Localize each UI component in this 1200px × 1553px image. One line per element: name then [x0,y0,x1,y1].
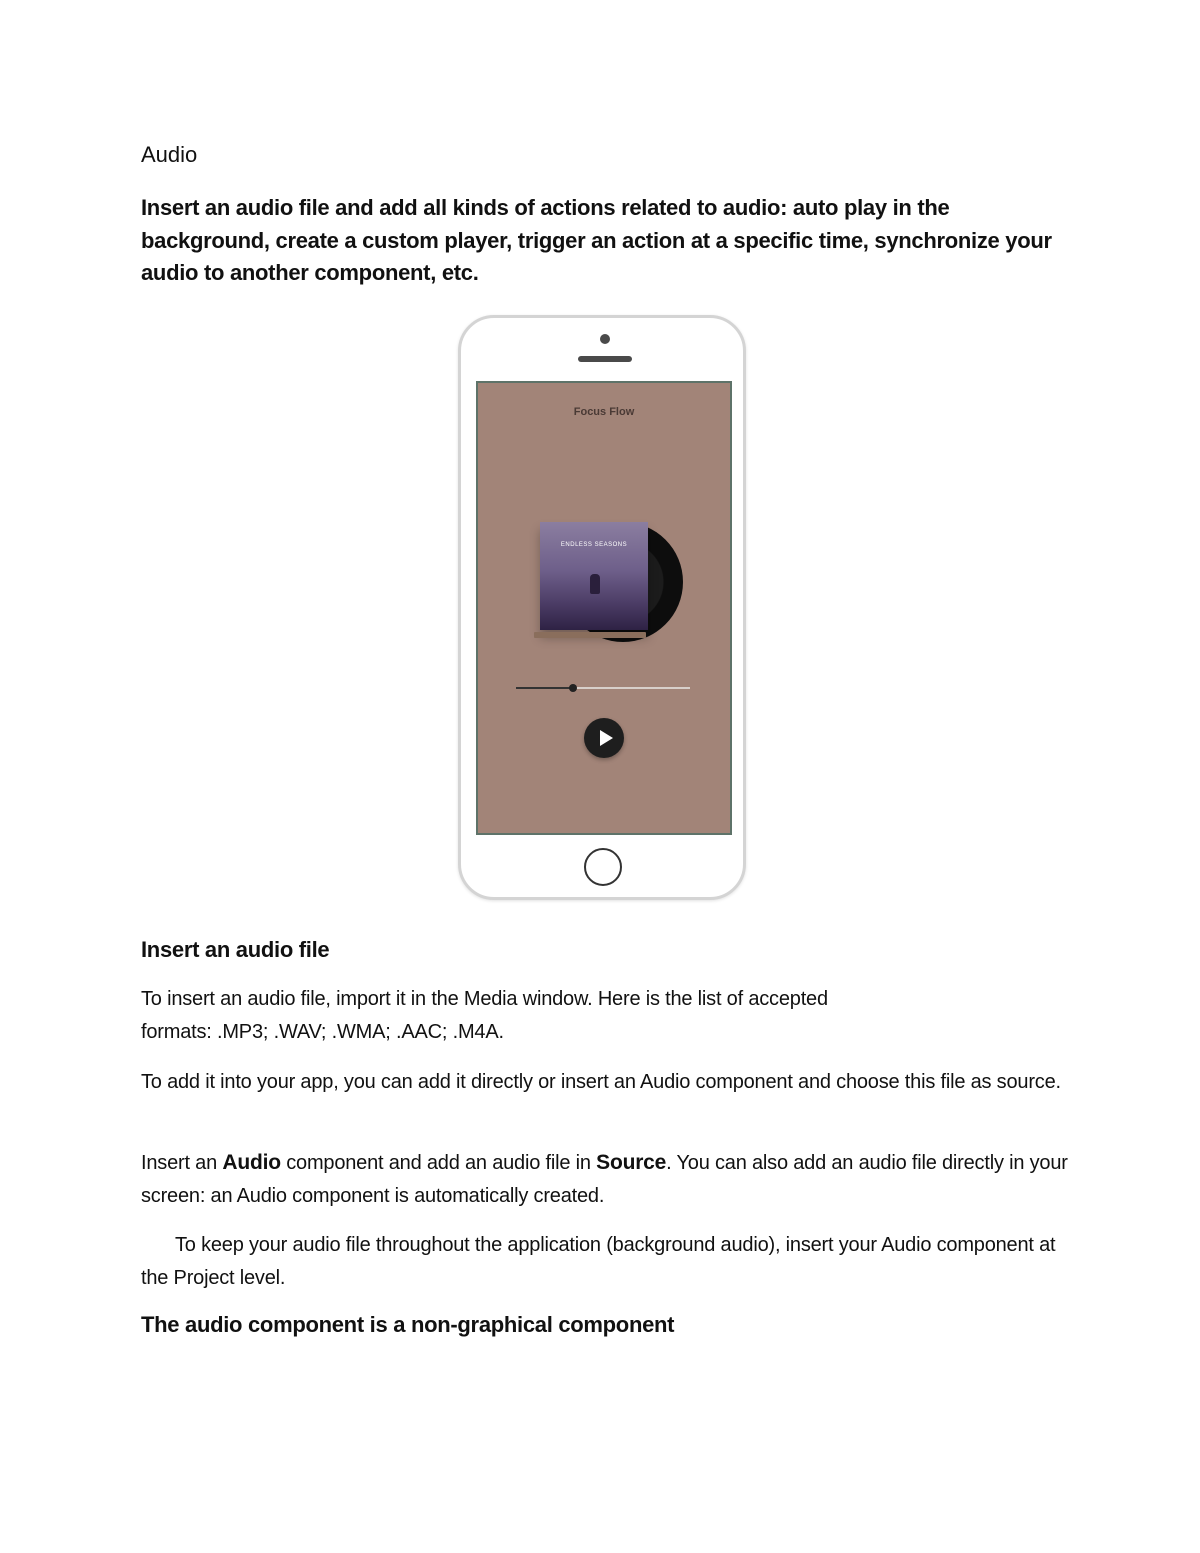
progress-thumb[interactable] [569,684,577,692]
play-icon [600,730,613,746]
paragraph-line: To insert an audio file, import it in the Media window. Here is the list of accepted [141,988,828,1010]
intro-paragraph: Insert an audio file and add all kinds of actions related to audio: auto play in the background, create a custom player, trigger an action at a specific time, synchronize your audio to another component, etc. [141,195,1052,285]
album-cover-text: ENDLESS SEASONS [560,542,628,548]
phone-speaker [578,356,632,362]
paragraph-line: formats: .MP3; .WAV; .WMA; .AAC; .M4A. [141,1020,504,1043]
phone-camera [600,334,610,344]
home-button[interactable] [584,848,622,886]
album-cover [540,522,648,630]
paragraph-background-audio: To keep your audio file throughout the application (background audio), insert your Audio component at the Project level. [141,1234,1056,1289]
album-shelf [534,632,646,638]
phone-mockup [458,315,746,900]
bold-audio: Audio [222,1151,281,1174]
progress-slider[interactable] [516,687,690,689]
paragraph-insert-component: Insert an Audio component and add an audio file in Source. You can also add an audio file directly in your screen: an Audio component is automatically created. [141,1151,1068,1207]
screen-title: Focus Flow [573,406,635,418]
play-button[interactable] [584,718,624,758]
progress-fill [516,687,573,689]
phone-screen [476,381,732,835]
album-figure-icon [590,574,600,594]
bold-source: Source [596,1151,667,1174]
paragraph-media-formats [141,983,1071,1048]
closing-heading: The audio component is a non-graphical component [141,1312,675,1337]
page-title: Audio [141,142,198,167]
section-heading: Insert an audio file [141,937,330,962]
paragraph-add-to-app: To add it into your app, you can add it directly or insert an Audio component and choose this file as source. [141,1071,1061,1093]
